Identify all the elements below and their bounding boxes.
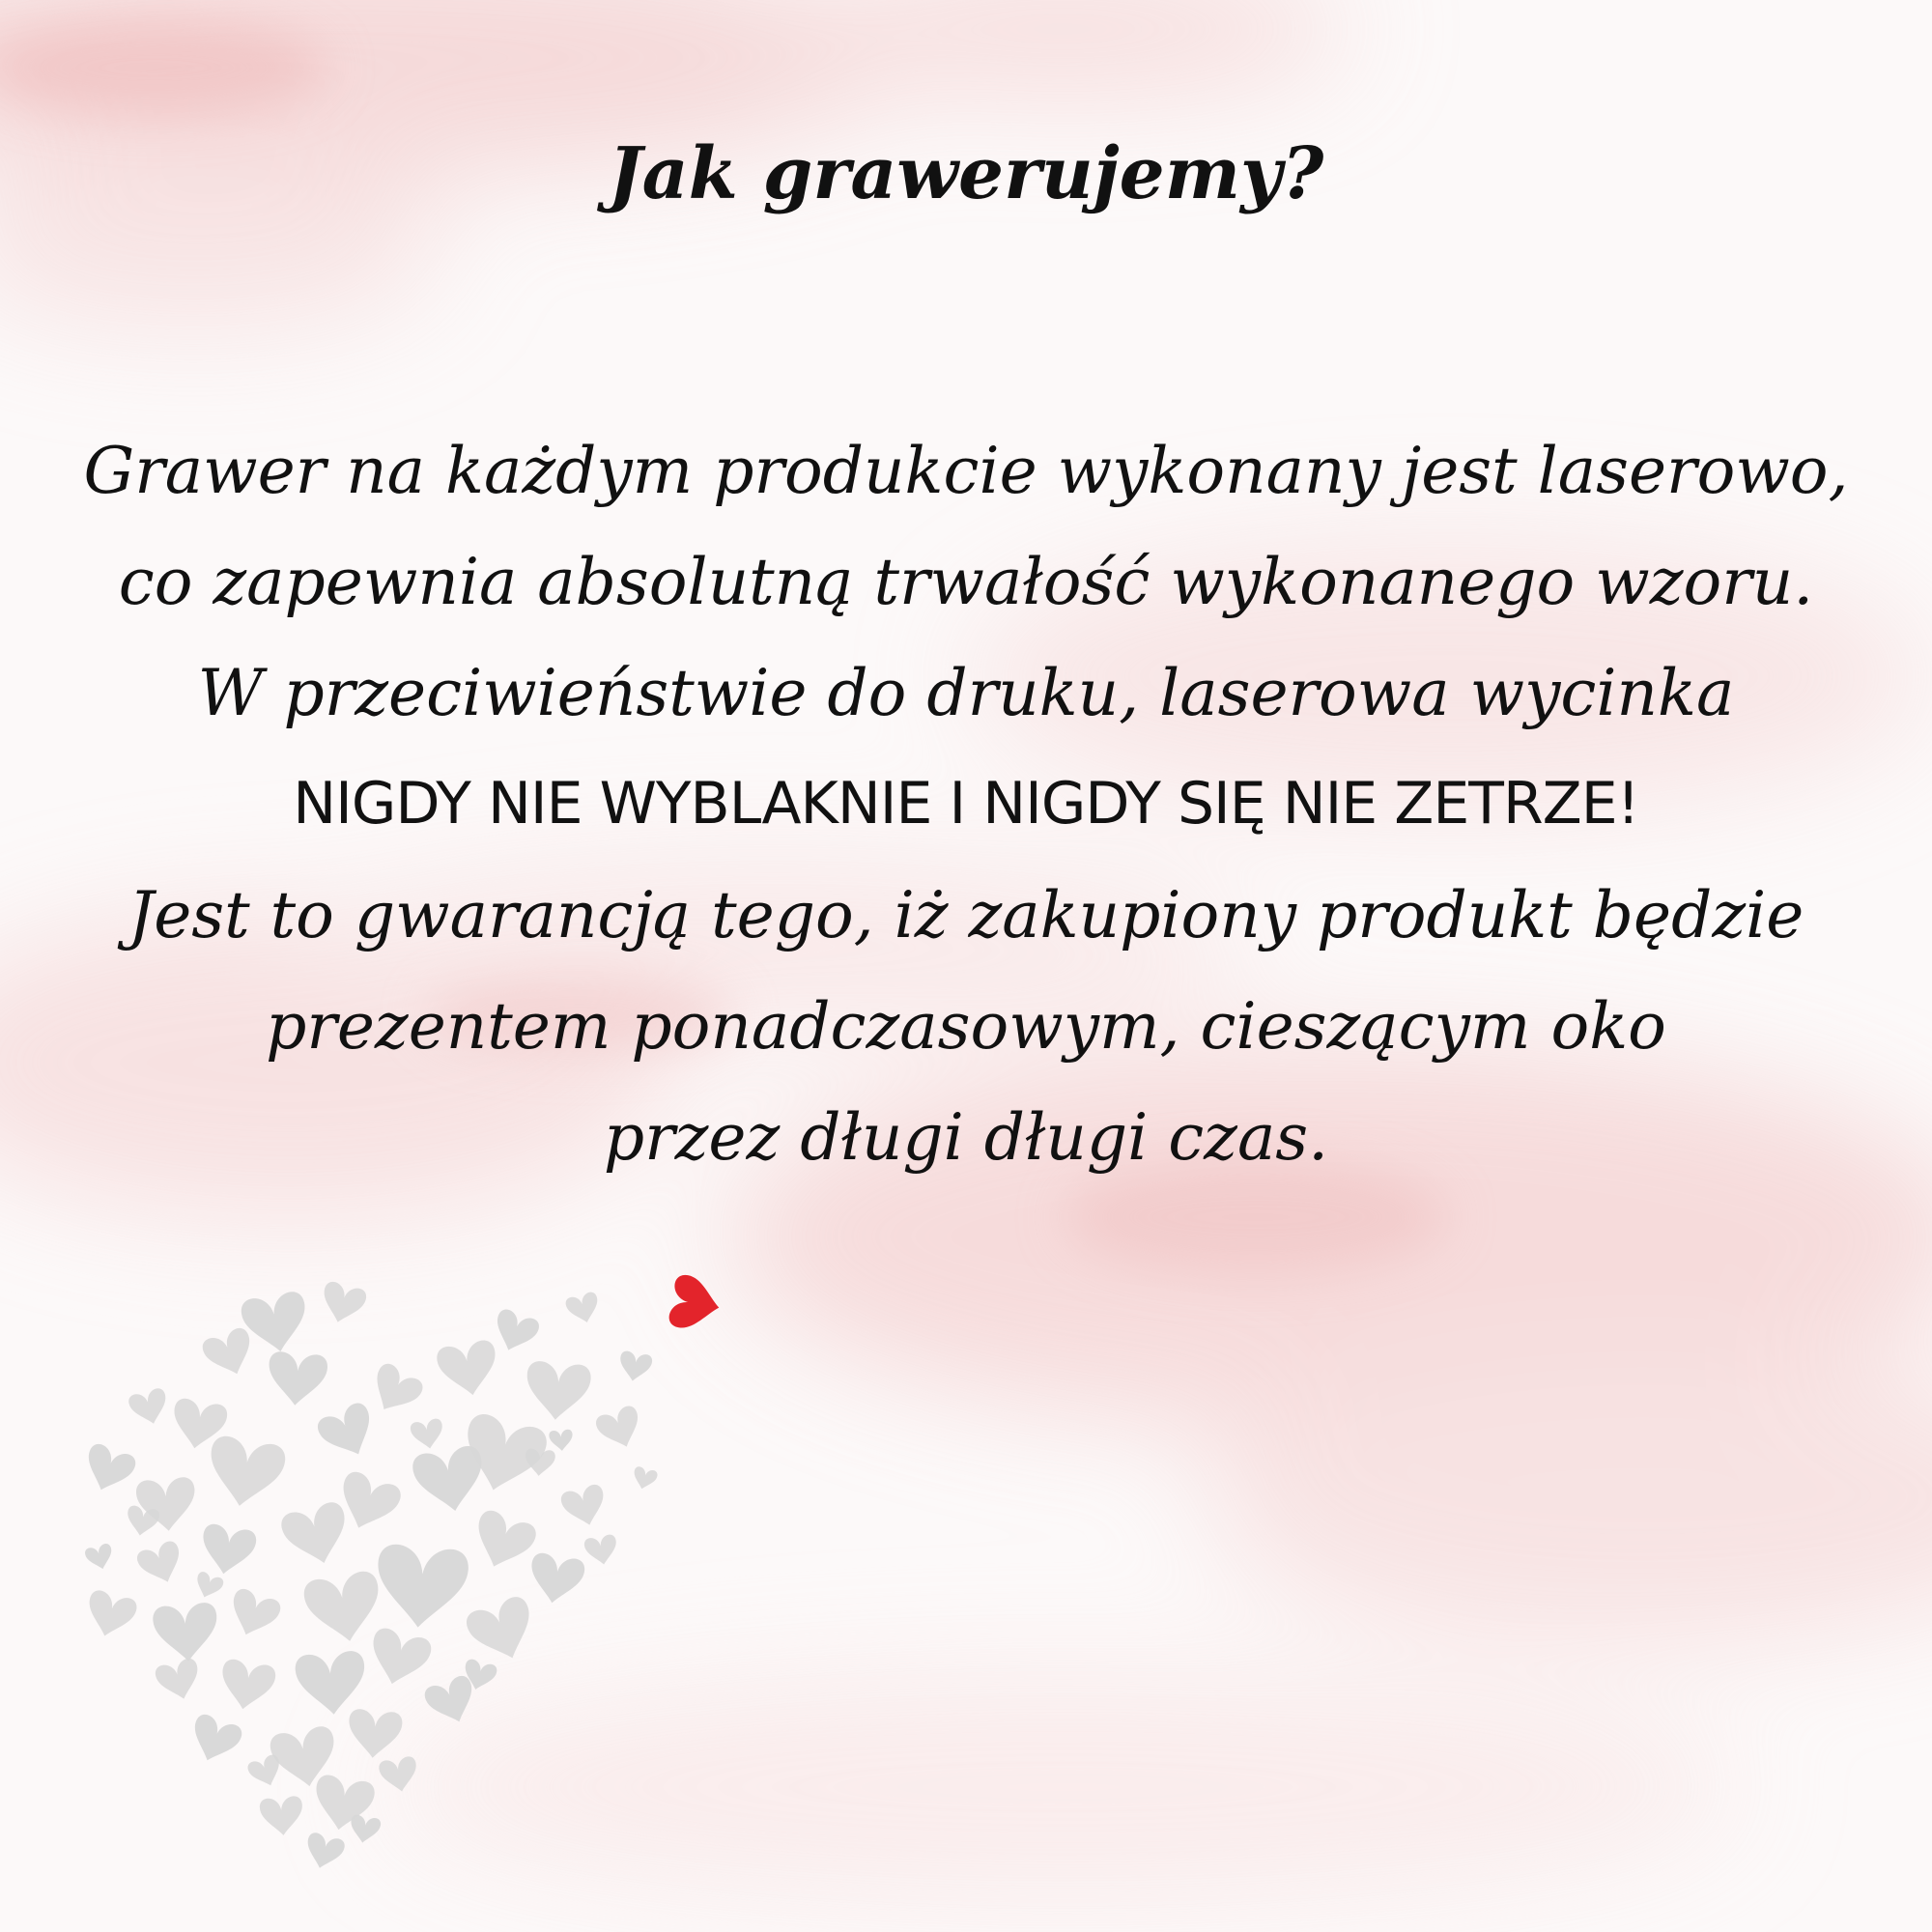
small-heart-icon <box>314 1400 383 1465</box>
paragraph-line-6: prezentem ponadczasowym, cieszącym oko <box>266 989 1666 1064</box>
paragraph-line-1: Grawer na każdym produkcie wykonany jest laserowo, <box>83 434 1849 508</box>
small-heart-icon <box>549 1429 574 1452</box>
small-heart-icon <box>185 1712 244 1769</box>
small-heart-icon <box>348 1814 382 1845</box>
small-heart-icon <box>125 1505 161 1539</box>
small-heart-icon <box>152 1602 220 1664</box>
small-heart-icon <box>410 1418 446 1452</box>
page-title: Jak grawerujemy? <box>608 132 1324 215</box>
small-heart-icon <box>216 1658 277 1714</box>
paragraph-line-3: W przeciwieństwie do druku, laserowa wycinka <box>197 656 1735 730</box>
small-heart-icon <box>594 1404 647 1454</box>
small-heart-icon <box>301 1569 386 1647</box>
heart-cluster-icon <box>58 1256 792 1874</box>
small-heart-icon <box>317 1280 368 1327</box>
small-heart-icon <box>411 1444 490 1517</box>
small-heart-icon <box>266 1350 328 1407</box>
small-heart-icon <box>489 1307 542 1357</box>
paragraph-line-5: Jest to gwarancją tego, iż zakupiony produkt będzie <box>128 878 1804 952</box>
small-heart-icon <box>78 1441 138 1498</box>
small-heart-icon <box>373 1543 469 1631</box>
small-heart-icon <box>378 1755 420 1795</box>
paragraph-line-2: co zapewnia absolutną trwałość wykonanego wzoru. <box>118 545 1814 619</box>
paragraph-line-4-emphasis: NIGDY NIE WYBLAKNIE I NIGDY SIĘ NIE ZETRZE! <box>293 770 1639 838</box>
small-heart-icon <box>467 1507 539 1577</box>
small-heart-icon <box>278 1499 355 1571</box>
small-heart-icon <box>197 1522 258 1578</box>
small-heart-icon <box>364 1626 434 1691</box>
small-heart-icon <box>240 1290 312 1357</box>
small-heart-icon <box>203 1434 288 1512</box>
small-heart-icon <box>154 1657 205 1704</box>
description-paragraph <box>39 415 1893 1193</box>
small-heart-icon <box>128 1387 172 1429</box>
small-heart-icon <box>564 1291 603 1326</box>
small-heart-icon <box>259 1796 304 1837</box>
small-heart-icon <box>200 1325 260 1382</box>
small-heart-icon <box>617 1350 654 1384</box>
small-heart-icon <box>435 1339 501 1401</box>
small-heart-icon <box>363 1360 426 1421</box>
small-heart-icon <box>526 1551 586 1607</box>
small-heart-icon <box>631 1465 659 1492</box>
small-heart-icon <box>192 1571 225 1603</box>
small-heart-icon <box>346 1708 403 1760</box>
small-heart-icon <box>583 1534 620 1568</box>
small-heart-icon <box>223 1586 283 1643</box>
accent-heart-icon <box>668 1273 724 1334</box>
paragraph-line-7: przez długi długi czas. <box>603 1100 1329 1175</box>
small-heart-icon <box>301 1832 346 1873</box>
small-heart-icon <box>524 1360 592 1423</box>
small-heart-icon <box>84 1543 116 1573</box>
small-heart-icon <box>135 1539 188 1589</box>
small-heart-icon <box>463 1594 542 1669</box>
small-heart-icon <box>559 1483 611 1530</box>
small-heart-icon <box>294 1650 368 1718</box>
small-heart-icon <box>81 1588 138 1642</box>
